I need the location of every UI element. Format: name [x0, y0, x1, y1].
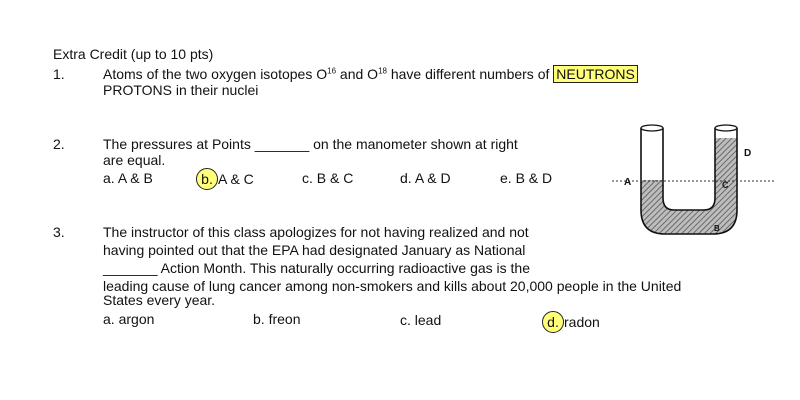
manometer-label-c: C	[722, 180, 729, 190]
manometer-label-a: A	[624, 177, 632, 188]
extra-credit-heading: Extra Credit (up to 10 pts)	[53, 46, 214, 62]
circled-answer: b.	[196, 168, 218, 190]
q3-number: 3.	[53, 224, 65, 240]
q1-line2: PROTONS in their nuclei	[103, 82, 259, 98]
manometer-tube-inner	[663, 128, 715, 210]
q1-text: Atoms of the two oxygen isotopes $O^{16}$ and $O^{18}$ have different numbers of NEUTRONS	[103, 66, 638, 82]
q3-line3: _______ Action Month. This naturally occurring radioactive gas is the	[103, 260, 530, 276]
manometer-diagram	[610, 118, 780, 248]
q1-number: 1.	[53, 66, 65, 82]
q2-line2: are equal.	[103, 152, 166, 168]
q3-line1: The instructor of this class apologizes for not having realized and not	[103, 224, 529, 240]
q2-option-b: b. A & C	[196, 168, 254, 190]
manometer-label-d: D	[744, 148, 752, 159]
q3-option-b: b. freon	[253, 311, 301, 327]
manometer-label-b: B	[714, 224, 720, 233]
q2-option-a: a. A & B	[103, 170, 153, 186]
q3-option-d: d. radon	[542, 311, 600, 333]
q3-line4: leading cause of lung cancer among non-smokers and kills about 20,000 people in the United	[103, 278, 682, 294]
q3-line5: States every year.	[103, 292, 216, 308]
q2-line1: The pressures at Points _______ on the manometer shown at right	[103, 136, 518, 152]
q3-line2: having pointed out that the EPA had designated January as National	[103, 242, 526, 258]
q3-option-c: c. lead	[400, 312, 442, 328]
q2-option-e: e. B & D	[500, 170, 553, 186]
q3-option-a: a. argon	[103, 311, 155, 327]
q2-option-c: c. B & C	[302, 170, 354, 186]
q2-option-d: d. A & D	[400, 170, 451, 186]
q1-answer-box: NEUTRONS	[553, 65, 638, 83]
q2-number: 2.	[53, 136, 65, 152]
circled-answer: d.	[542, 311, 564, 333]
